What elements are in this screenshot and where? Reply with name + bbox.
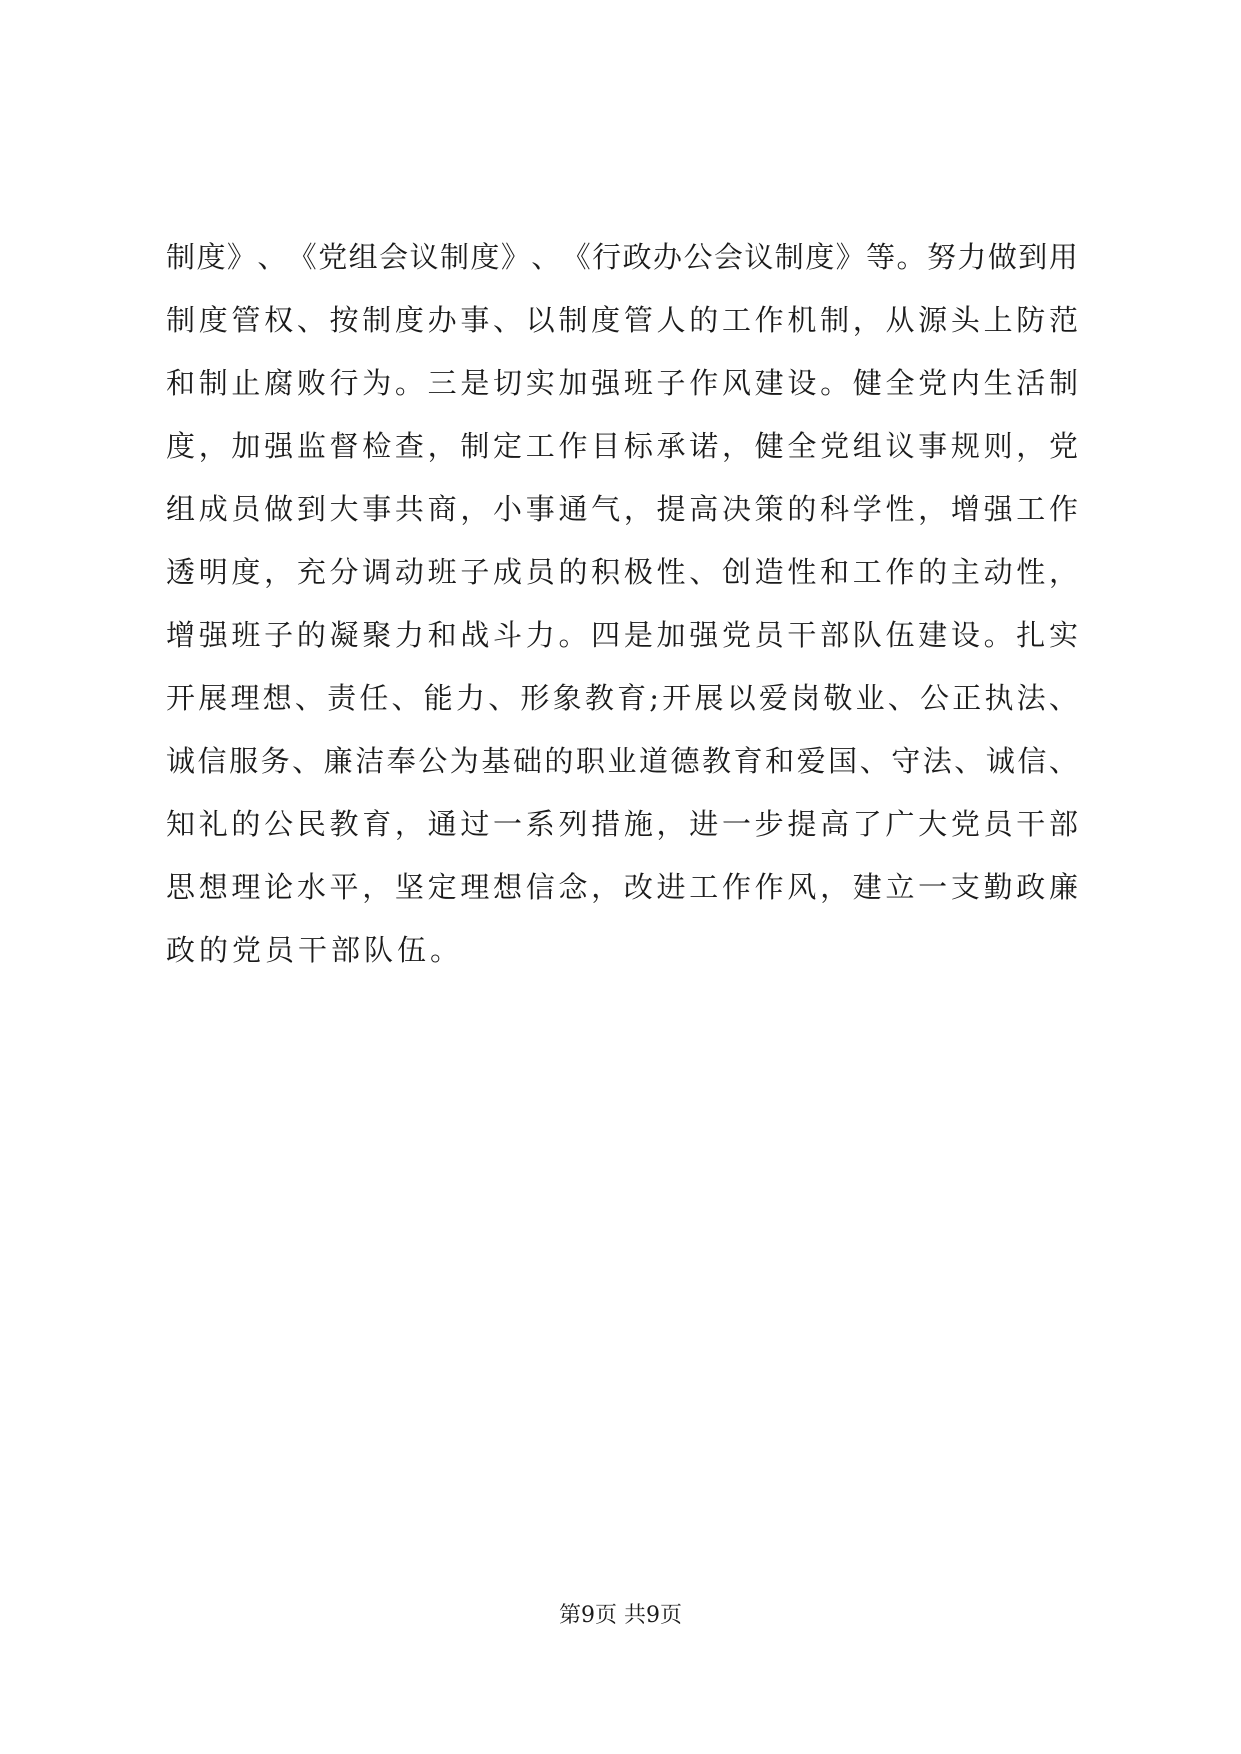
text-line-6: 透 明 度 ， 充 分 调 动 班 子 成 员 的 积 极 性 、 创 造 性 和 工 作 的 主 动 性 ， xyxy=(166,555,1078,589)
page-number-footer: 第9页 共9页 xyxy=(559,1603,682,1628)
text-line-9: 诚 信 服 务 、 廉 洁 奉 公 为 基 础 的 职 业 道 德 教 育 和 爱 国 、 守 法 、 诚 信 、 xyxy=(166,744,1078,778)
text-line-5: 组 成 员 做 到 大 事 共 商 ， 小 事 通 气 ， 提 高 决 策 的 科 学 性 ， 增 强 工 作 xyxy=(166,492,1078,526)
text-line-10: 知 礼 的 公 民 教 育 ， 通 过 一 系 列 措 施 ， 进 一 步 提 高 了 广 大 党 员 干 部 xyxy=(166,807,1078,841)
text-line-1: 制 度 》 、 《 党 组 会 议 制 度 》 、 《 行 政 办 公 会 议 制 度 》 等 。 努 力 做 到 用 xyxy=(166,240,1078,274)
text-line-7: 增 强 班 子 的 凝 聚 力 和 战 斗 力 。 四 是 加 强 党 员 干 部 队 伍 建 设 。 扎 实 xyxy=(166,618,1078,652)
body-paragraph xyxy=(166,226,1078,982)
text-line-2: 制 度 管 权 、 按 制 度 办 事 、 以 制 度 管 人 的 工 作 机 制 ， 从 源 头 上 防 范 xyxy=(166,303,1078,337)
text-line-3: 和 制 止 腐 败 行 为 。 三 是 切 实 加 强 班 子 作 风 建 设 。 健 全 党 内 生 活 制 xyxy=(166,366,1078,400)
text-line-8: 开 展 理 想 、 责 任 、 能 力 、 形 象 教 育 ; 开 展 以 爱 岗 敬 业 、 公 正 执 法 、 xyxy=(166,681,1078,715)
text-line-12: 政的党员干部队伍。 xyxy=(166,933,464,967)
text-line-4: 度 ， 加 强 监 督 检 查 ， 制 定 工 作 目 标 承 诺 ， 健 全 党 组 议 事 规 则 ， 党 xyxy=(166,429,1078,463)
text-line-11: 思 想 理 论 水 平 ， 坚 定 理 想 信 念 ， 改 进 工 作 作 风 ， 建 立 一 支 勤 政 廉 xyxy=(166,870,1078,904)
